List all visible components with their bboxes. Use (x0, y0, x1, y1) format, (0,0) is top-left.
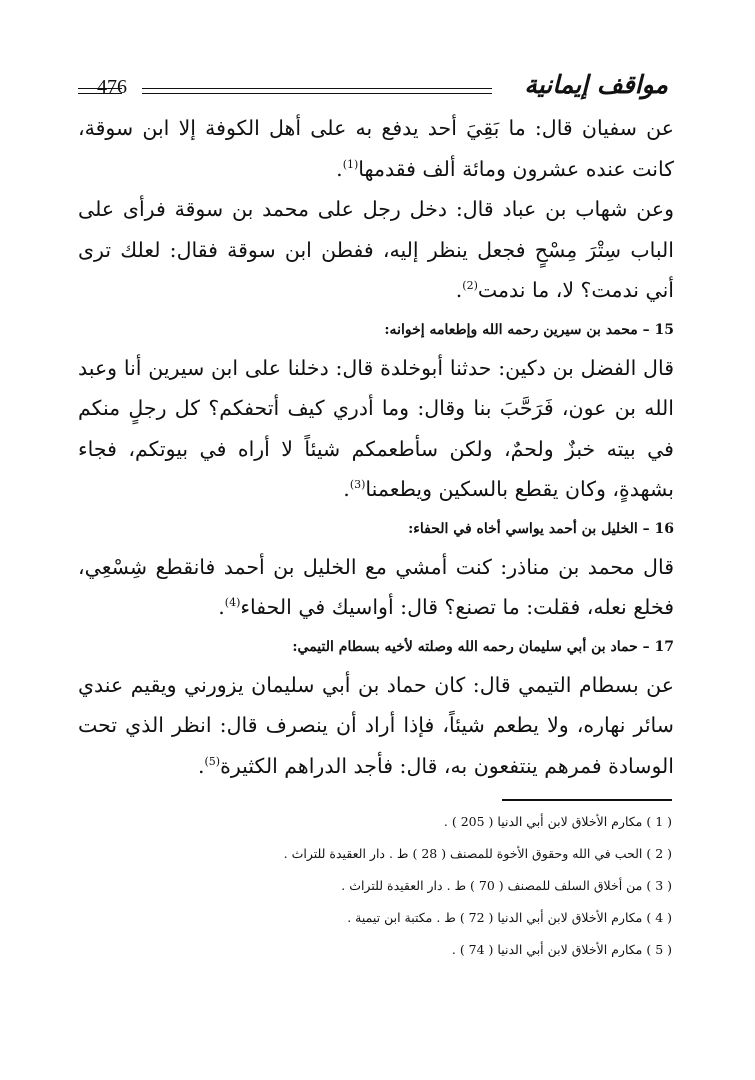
footnote-ref-3: (3) (349, 478, 366, 492)
footnote-5: ( 5 ) مكارم الأخلاق لابن أبي الدنيا ( 74 ) . (451, 942, 672, 957)
paragraph-1: عن سفيان قال: ما بَقِيَ أحد يدفع به على أهل الكوفة إلا ابن سوقة، كانت عنده عشرون ومائة ألف فقدمها$^{(1)}$. (78, 116, 674, 181)
paragraph-3-text: قال الفضل بن دكين: حدثنا أبوخلدة قال: دخلنا على ابن سيرين أنا وعبد الله بن عون، فَرَحَّبَ بنا وقال: وما أدري كيف أتحفكم؟ كل رجلٍ منكم في بيته خبزٌ ولحمٌ، ولكن سأطعمكم شيئاً لا أراه في بيوتكم، فجاء بشهدةٍ، وكان يقطع بالسكين ويطعمنا (78, 355, 674, 501)
footnote-2: ( 2 ) الحب في الله وحقوق الأخوة للمصنف ( 28 ) ط . دار العقيدة للتراث . (283, 846, 672, 861)
footnotes-separator (502, 799, 672, 801)
header-rule-middle-top (142, 88, 492, 89)
footnote-ref-5: (5) (204, 754, 221, 768)
footnote-ref-4: (4) (224, 596, 241, 610)
paragraph-5: عن بسطام التيمي قال: كان حماد بن أبي سليمان يزورني ويقيم عندي سائر نهاره، ولا يطعم شيئاً، فإذا أراد أن ينصرف قال: انظر الذي تحت الوسادة فمرهم ينتفعون به، قال: فأجد الدراهم الكثيرة$^{(5)}$. (78, 672, 674, 778)
footnote-1: ( 1 ) مكارم الأخلاق لابن أبي الدنيا ( 205 ) . (443, 814, 672, 829)
paragraph-2-text: وعن شهاب بن عباد قال: دخل رجل على محمد بن سوقة فرأى على الباب سِتْرَ مِسْحٍ فجعل ينظر إليه، ففطن ابن سوقة فقال: لعلك ترى أني ندمت؟ لا، ما ندمت (78, 197, 674, 302)
page-number: 476 (97, 76, 127, 98)
paragraph-3: قال الفضل بن دكين: حدثنا أبوخلدة قال: دخلنا على ابن سيرين أنا وعبد الله بن عون، فَرَحَّبَ بنا وقال: وما أدري كيف أتحفكم؟ كل رجلٍ منكم في بيته خبزٌ ولحمٌ، ولكن سأطعمكم شيئاً لا أراه في بيوتكم، فجاء بشهدةٍ، وكان يقطع بالسكين ويطعمنا$^{(3)}$. (78, 355, 674, 501)
paragraph-2: وعن شهاب بن عباد قال: دخل رجل على محمد بن سوقة فرأى على الباب سِتْرَ مِسْحٍ فجعل ينظر إليه، ففطن ابن سوقة فقال: لعلك ترى أني ندمت؟ لا، ما ندمت$^{(2)}$. (78, 197, 674, 302)
section-heading-17: 17 – حماد بن أبي سليمان رحمه الله وصلته لأخيه بسطام التيمي: (292, 638, 674, 655)
paragraph-4: قال محمد بن مناذر: كنت أمشي مع الخليل بن أحمد فانقطع شِسْعِي، فخلع نعله، فقلت: ما تصنع؟ قال: أواسيك في الحفاء$^{(4)}$. (78, 554, 674, 619)
footnotes (152, 806, 672, 966)
paragraph-1-text: عن سفيان قال: ما بَقِيَ أحد يدفع به على أهل الكوفة إلا ابن سوقة، كانت عنده عشرون ومائة ألف فقدمها (78, 116, 674, 181)
footnote-ref-1: (1) (342, 157, 359, 171)
paragraph-4-text: قال محمد بن مناذر: كنت أمشي مع الخليل بن أحمد فانقطع شِسْعِي، فخلع نعله، فقلت: ما تصنع؟ قال: أواسيك في الحفاء (78, 554, 674, 619)
footnote-ref-2: (2) (462, 279, 478, 293)
main-text (78, 108, 674, 786)
page-header (78, 70, 668, 106)
section-heading-16: 16 – الخليل بن أحمد يواسي أخاه في الحفاء: (408, 520, 674, 537)
section-heading-15: 15 – محمد بن سيرين رحمه الله وإطعامه إخوانه: (384, 321, 674, 338)
footnote-4: ( 4 ) مكارم الأخلاق لابن أبي الدنيا ( 72 ) ط . مكتبة ابن تيمية . (347, 910, 672, 925)
paragraph-5-text: عن بسطام التيمي قال: كان حماد بن أبي سليمان يزورني ويقيم عندي سائر نهاره، ولا يطعم شيئاً، فإذا أراد أن ينصرف قال: انظر الذي تحت الوسادة فمرهم ينتفعون به، قال: فأجد الدراهم الكثيرة (78, 672, 674, 778)
header-rule-middle-bottom (142, 93, 492, 94)
running-title: مواقف إيمانية (524, 70, 668, 99)
footnote-3: ( 3 ) من أخلاق السلف للمصنف ( 70 ) ط . دار العقيدة للتراث . (341, 878, 672, 893)
